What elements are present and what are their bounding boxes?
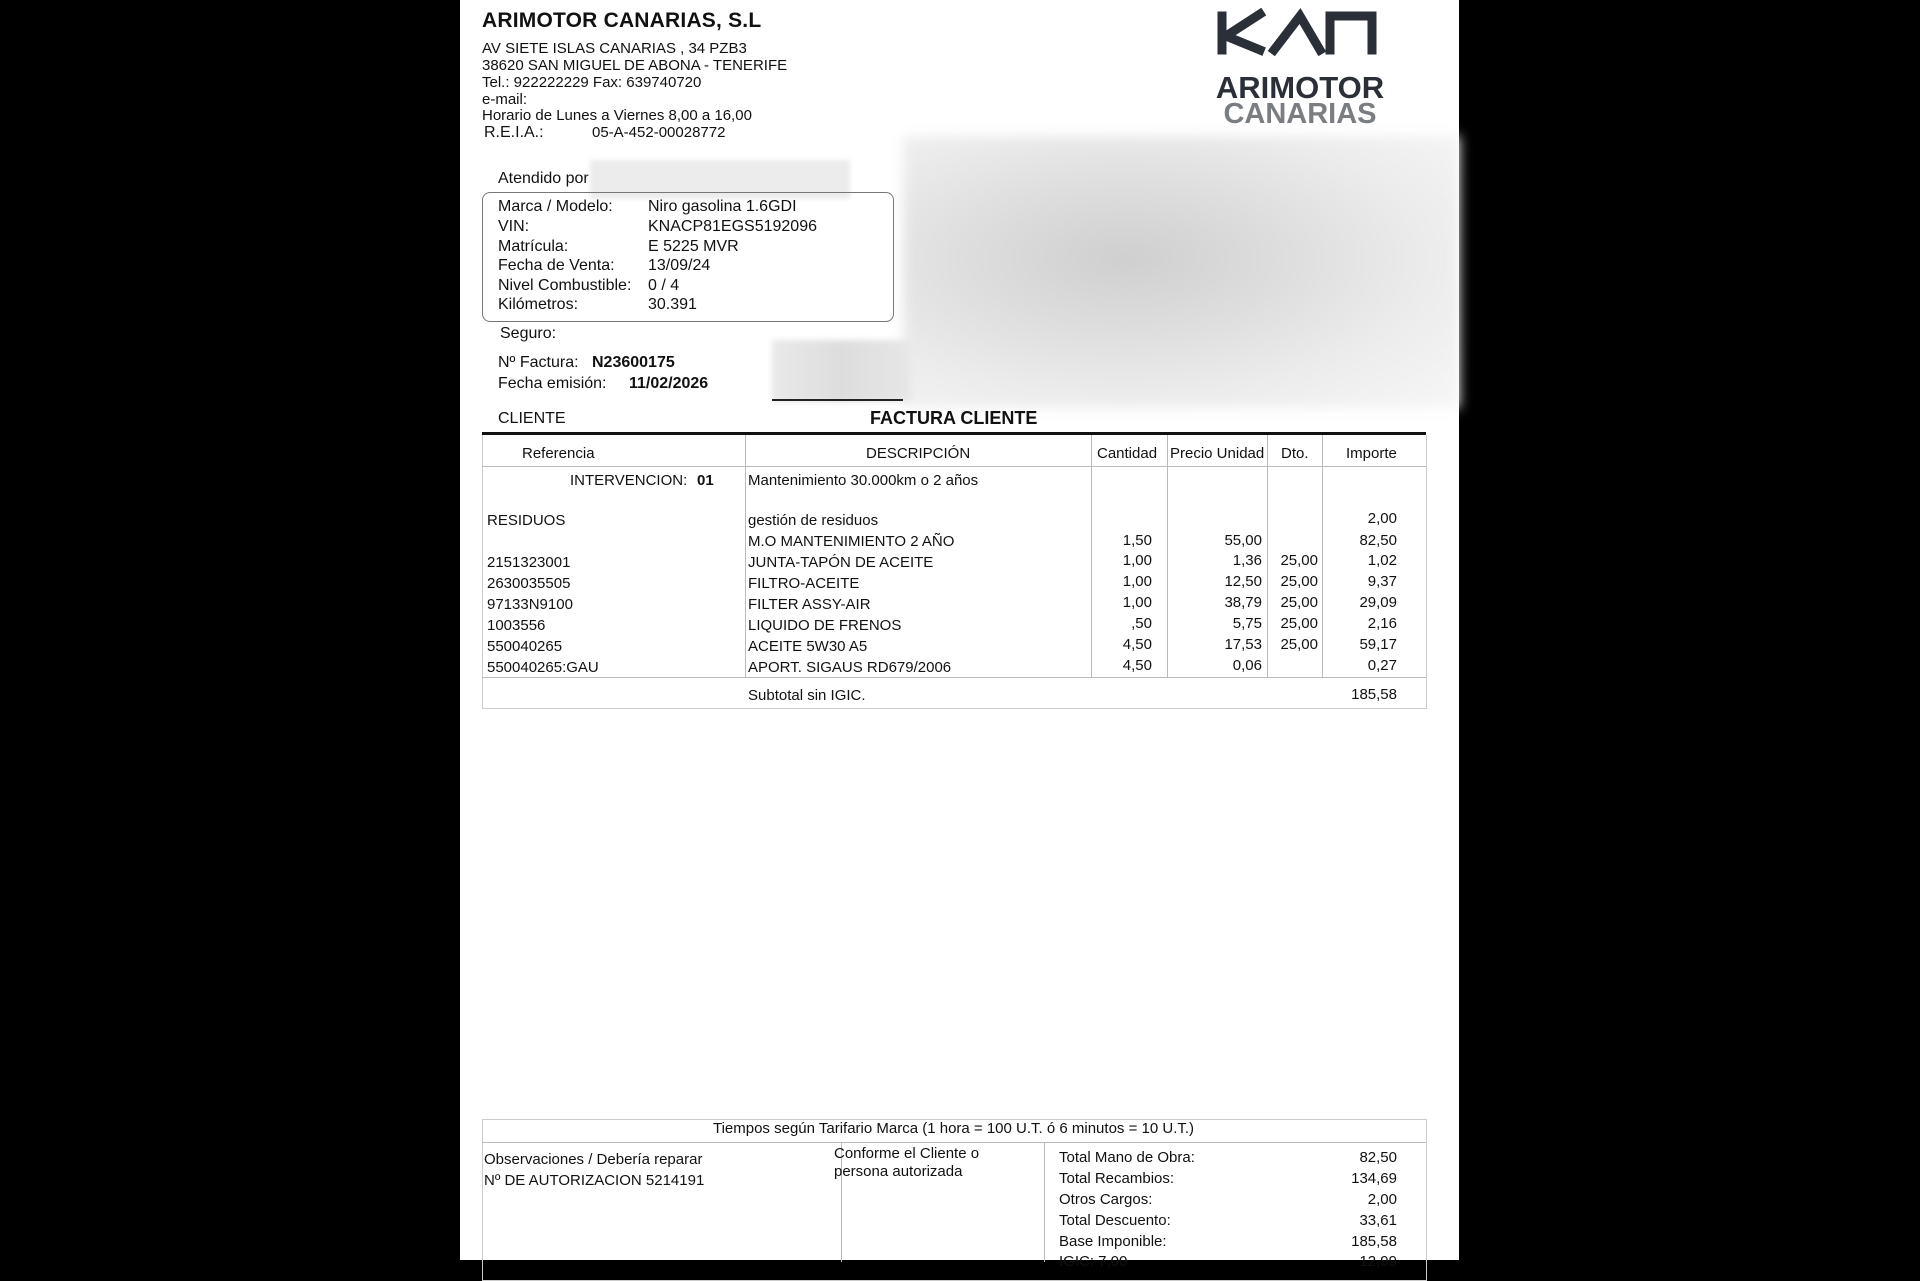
total-label: Total Descuento:	[1059, 1212, 1171, 1229]
footer-box	[482, 1119, 1427, 1281]
vehicle-label: Fecha de Venta:	[498, 257, 615, 274]
row-discount: 25,00	[1280, 594, 1318, 611]
row-reference: 2151323001	[487, 554, 571, 571]
row-description: LIQUIDO DE FRENOS	[748, 617, 902, 634]
row-quantity: 4,50	[1122, 657, 1152, 674]
total-value: 134,69	[1351, 1170, 1397, 1187]
row-quantity: 1,00	[1122, 573, 1152, 590]
row-quantity: 4,50	[1122, 636, 1152, 653]
column-divider	[1167, 435, 1168, 677]
row-reference: 97133N9100	[487, 596, 573, 613]
invoice-number: N23600175	[592, 354, 675, 371]
vehicle-value: E 5225 MVR	[648, 238, 739, 255]
row-discount: 25,00	[1280, 636, 1318, 653]
row-unit-price: 1,36	[1232, 552, 1262, 569]
invoice-number-label: Nº Factura:	[498, 354, 579, 371]
conforme-line1: Conforme el Cliente o	[834, 1145, 980, 1162]
company-hours: Horario de Lunes a Viernes 8,00 a 16,00	[482, 107, 752, 124]
logo-line2: CANARIAS	[1223, 98, 1377, 130]
row-quantity: 1,00	[1122, 552, 1152, 569]
row-unit-price: 17,53	[1224, 636, 1262, 653]
subtotal-label: Subtotal sin IGIC.	[748, 687, 866, 704]
invoice-page	[460, 0, 1459, 1270]
intervention-description: Mantenimiento 30.000km o 2 años	[748, 472, 979, 489]
header-divider	[482, 466, 1426, 467]
seguro-label: Seguro:	[500, 325, 557, 342]
total-value: 12,99	[1359, 1253, 1397, 1270]
company-address-line1: AV SIETE ISLAS CANARIAS , 34 PZB3	[482, 40, 747, 57]
observations-label: Observaciones / Debería reparar	[484, 1151, 703, 1168]
total-value: 82,50	[1359, 1149, 1397, 1166]
intervention-label: INTERVENCION:	[570, 472, 688, 489]
total-label: Base Imponible:	[1059, 1233, 1167, 1250]
invoice-title: FACTURA CLIENTE	[870, 408, 1038, 428]
invoice-date-label: Fecha emisión:	[498, 375, 607, 392]
divider	[772, 399, 903, 401]
row-amount: 0,27	[1367, 657, 1397, 674]
conforme-line2: persona autorizada	[834, 1163, 963, 1180]
row-unit-price: 5,75	[1232, 615, 1262, 632]
row-reference: RESIDUOS	[487, 512, 566, 529]
attended-by-label: Atendido por	[498, 170, 589, 187]
kia-logo-icon	[1212, 6, 1388, 130]
vehicle-label: Matrícula:	[498, 238, 569, 255]
total-label: Otros Cargos:	[1059, 1191, 1153, 1208]
row-description: FILTER ASSY-AIR	[748, 596, 871, 613]
row-amount: 82,50	[1359, 532, 1397, 549]
vehicle-value: KNACP81EGS5192096	[648, 218, 817, 235]
vehicle-value: Niro gasolina 1.6GDI	[648, 198, 797, 215]
subtotal-value: 185,58	[1351, 686, 1397, 703]
tiempos-note: Tiempos según Tarifario Marca (1 hora = 100 U.T. ó 6 minutos = 10 U.T.)	[712, 1120, 1195, 1137]
intervention-number: 01	[697, 472, 714, 489]
row-reference: 1003556	[487, 617, 546, 634]
row-quantity: ,50	[1131, 615, 1152, 632]
row-reference: 550040265:GAU	[487, 659, 599, 676]
row-quantity: 1,50	[1122, 532, 1152, 549]
row-description: FILTRO-ACEITE	[748, 575, 860, 592]
company-phone: Tel.: 922222229 Fax: 639740720	[482, 74, 702, 91]
row-unit-price: 12,50	[1224, 573, 1262, 590]
reia-label: R.E.I.A.:	[484, 124, 544, 141]
row-amount: 9,37	[1367, 573, 1397, 590]
row-amount: 29,09	[1359, 594, 1397, 611]
invoice-date: 11/02/2026	[629, 375, 709, 392]
row-discount: 25,00	[1280, 573, 1318, 590]
row-description: gestión de residuos	[748, 512, 879, 529]
row-amount: 2,16	[1367, 615, 1397, 632]
row-reference: 550040265	[487, 638, 563, 655]
vehicle-value: 13/09/24	[648, 257, 711, 274]
vehicle-value: 0 / 4	[648, 277, 680, 294]
column-divider	[745, 435, 746, 677]
authorization-number: Nº DE AUTORIZACION 5214191	[484, 1172, 705, 1189]
row-description: M.O MANTENIMIENTO 2 AÑO	[748, 533, 955, 550]
cliente-label: CLIENTE	[498, 410, 566, 427]
total-value: 185,58	[1351, 1233, 1397, 1250]
footer-divider	[482, 1142, 1426, 1143]
footer-column-divider	[1044, 1142, 1045, 1262]
row-amount: 59,17	[1359, 636, 1397, 653]
total-label: Total Recambios:	[1059, 1170, 1175, 1187]
row-reference: 2630035505	[487, 575, 571, 592]
vehicle-label: VIN:	[498, 218, 530, 235]
total-label: Total Mano de Obra:	[1059, 1149, 1195, 1166]
total-value: 2,00	[1367, 1191, 1397, 1208]
col-header-reference: Referencia	[522, 445, 595, 462]
row-amount: 2,00	[1367, 510, 1397, 527]
subtotal-divider	[482, 677, 1426, 678]
col-header-quantity: Cantidad	[1097, 445, 1158, 462]
row-description: APORT. SIGAUS RD679/2006	[748, 659, 952, 676]
row-unit-price: 55,00	[1224, 532, 1262, 549]
row-unit-price: 0,06	[1232, 657, 1262, 674]
row-discount: 25,00	[1280, 615, 1318, 632]
redacted-area-small	[772, 340, 912, 402]
row-amount: 1,02	[1367, 552, 1397, 569]
col-header-discount: Dto.	[1281, 445, 1309, 462]
vehicle-label: Marca / Modelo:	[498, 198, 613, 215]
redacted-area	[903, 136, 1459, 408]
total-value: 33,61	[1359, 1212, 1397, 1229]
kia-arimotor-logo	[1212, 6, 1388, 130]
row-quantity: 1,00	[1122, 594, 1152, 611]
logo-line1: ARIMOTOR	[1215, 70, 1385, 105]
col-header-unit-price: Precio Unidad	[1170, 445, 1265, 462]
company-address-line2: 38620 SAN MIGUEL DE ABONA - TENERIFE	[482, 57, 788, 74]
vehicle-label: Kilómetros:	[498, 296, 579, 313]
col-header-description: DESCRIPCIÓN	[866, 445, 971, 462]
row-discount: 25,00	[1280, 552, 1318, 569]
row-description: JUNTA-TAPÓN DE ACEITE	[748, 554, 934, 571]
vehicle-value: 30.391	[648, 296, 697, 313]
total-label: IGIC: 7,00	[1059, 1253, 1128, 1270]
reia-value: 05-A-452-00028772	[592, 124, 726, 141]
col-header-amount: Importe	[1346, 445, 1397, 462]
company-email: e-mail:	[482, 91, 528, 108]
vehicle-label: Nivel Combustible:	[498, 277, 632, 294]
row-unit-price: 38,79	[1224, 594, 1262, 611]
row-description: ACEITE 5W30 A5	[748, 638, 868, 655]
company-name: ARIMOTOR CANARIAS, S.L	[482, 9, 762, 32]
